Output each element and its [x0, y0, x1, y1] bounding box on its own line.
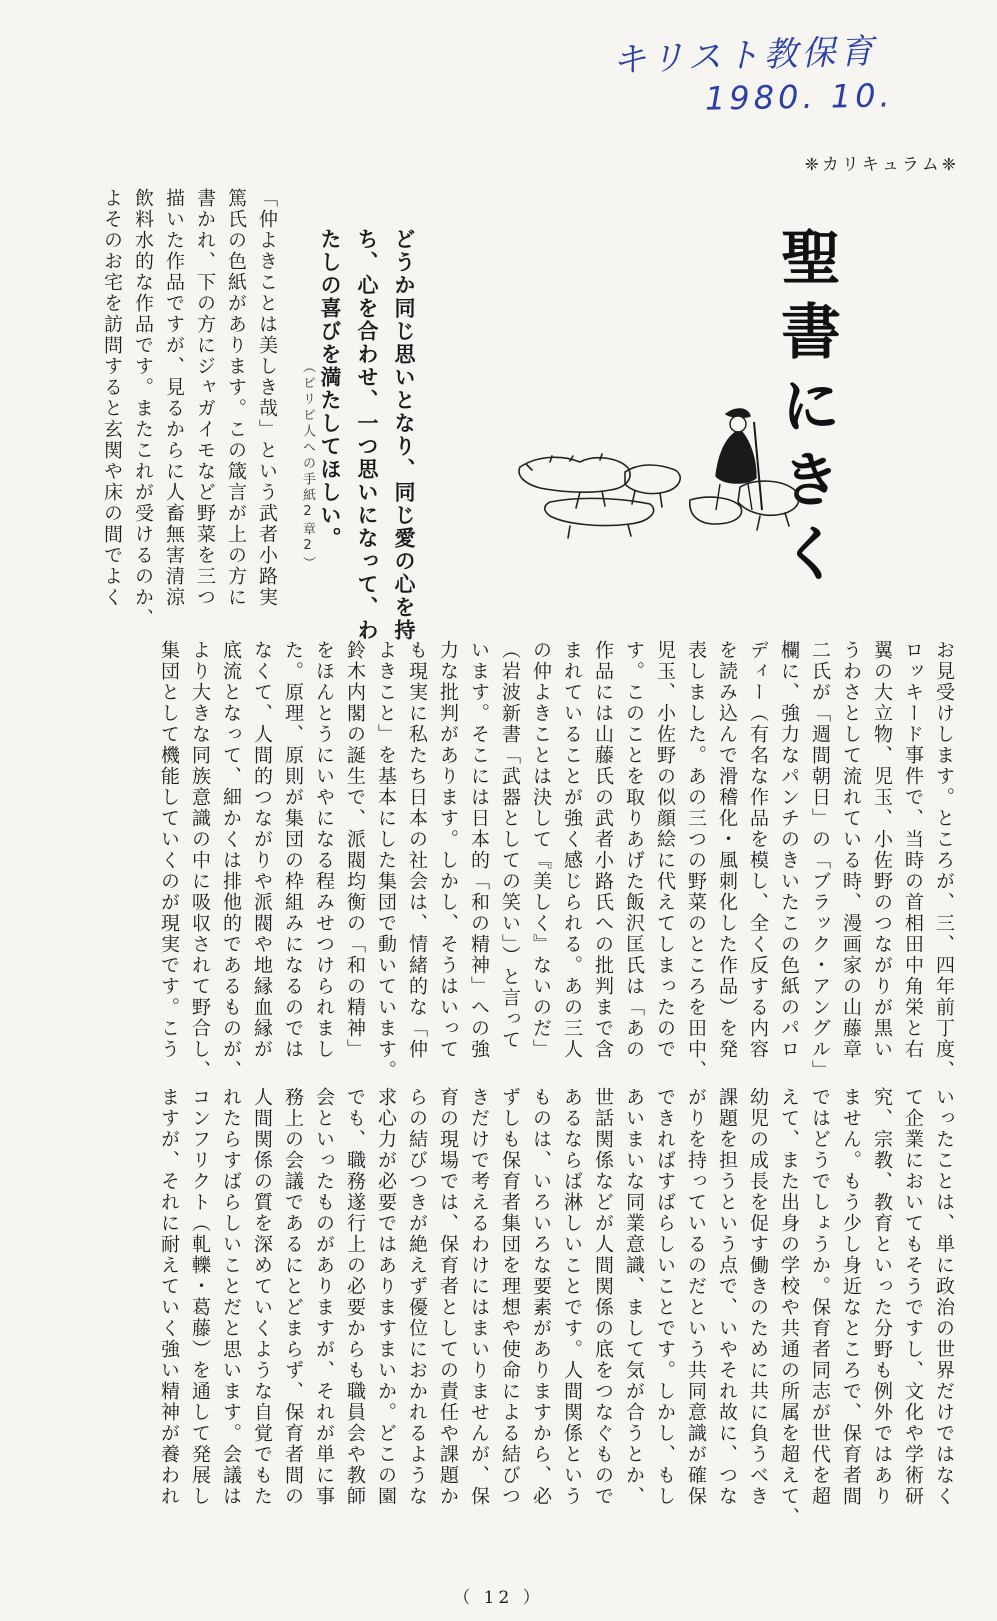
shepherd-with-sheep-illustration — [510, 392, 815, 542]
verse-citation: （ピリピ人への手紙2章2） — [300, 360, 315, 572]
intro-paragraph: 「仲よきことは美しき哉」という武者小路実 篤氏の色紙があります。この箴言が上の方に 書かれ、下の方にジャガイモなど野菜を三つ 描いた作品ですが、見るからに人畜無害清涼 飲料水的な作品です。またこれが受けるのか、 よそのお宅を訪問すると玄関や床の間でよく — [101, 188, 278, 629]
bible-verse: どうか同じ思いとなり、同じ愛の心を持 ち、心を合わせ、一つ思いになって、わ たしの喜びを満たしてほしい。 — [318, 228, 416, 642]
handwritten-note-title: キリスト教保育 — [611, 31, 879, 81]
page-number: （ 12 ） — [453, 1588, 544, 1608]
handwritten-note-date: 1980. 10. — [704, 76, 894, 118]
body-text-middle: お見受けします。ところが、三、四年前丁度、 ロッキード事件で、当時の首相田中角栄と右 翼の大立物、児玉、小佐野のつながりが黒い うわさとして流れている時、漫画家の山藤章 二氏が「週間朝日」の「ブラック・アングル」 欄に、強力なパンチのきいたこの色紙のパロ ディー（有名な作品を模し、全く反する内容 を読み込んで滑稽化・風刺化した作品）を発 表しました。あの三つの野菜のところを田中、 児玉、小佐野の似顔絵に代えてしまったので す。このことを取りあげた飯沢匡氏は「あの 作品には山藤氏の武者小路氏への批判まで含 まれていることが強く感じられる。あの三人 の仲よきことは決して『美しく』ないのだ」 （岩波新書「武器としての笑い」）と言って います。そこには日本的「和の精神」への強 力な批判があります。しかし、そうはいって も現実に私たち日本の社会は、情緒的な「仲 よきこと」を基本にした集団で動いています。 鈴木内閣の誕生で、派閥均衡の「和の精神」 をほんとうにいやになる程みせつけられまし た。原理、原則が集団の枠組みになるのでは なくて、人間的つながりや派閥や地縁血縁が 底流となって、細かくは排他的であるものが、 より大きな同族意識の中に吸収されて野合し、 集団として機能していくのが現実です。こう — [158, 640, 955, 1081]
section-label: ❈カリキュラム❈ — [804, 155, 959, 175]
body-text-bottom: いったことは、単に政治の世界だけではなく て企業においてもそうですし、文化や学術研 究、宗教、教育といった分野も例外ではあり ません。もう少し身近なところで、保育者間 ではどうでしょうか。保育者同志が世代を超 えて、また出身の学校や共通の所属を超えて、 幼児の成長を促す働きのために共に負うべき 課題を担うという点で、いやそれ故に、つな がりを持っているのだという共同意識が確保 できればすばらしいことです。しかし、もし あいまいな同業意識、まして気が合うとか、 世話関係などが人間関係の底をつなぐもので あるならば淋しいことです。人間関係という ものは、いろいろな要素がありますから、必 ずしも保育者集団を理想や使命による結びつ きだけで考えるわけにはまいりませんが、保 育の現場では、保育者としての責任や課題か らの結びつきが絶えず優位におかれるような 求心力が必要ではありますまいか。どこの園 でも、職務遂行上の必要からも職員会や教師 会といったものがありますが、それが単に事 務上の会議であるにとどまらず、保育者間の 人間関係の質を深めていくような自覚でもた れたらすばらしいことだと思います。会議は コンフリクト（軋轢・葛藤）を通して発展し ますが、それに耐えていく強い精神が養われ — [158, 1087, 955, 1528]
article-title: 聖書にきく — [771, 226, 841, 596]
